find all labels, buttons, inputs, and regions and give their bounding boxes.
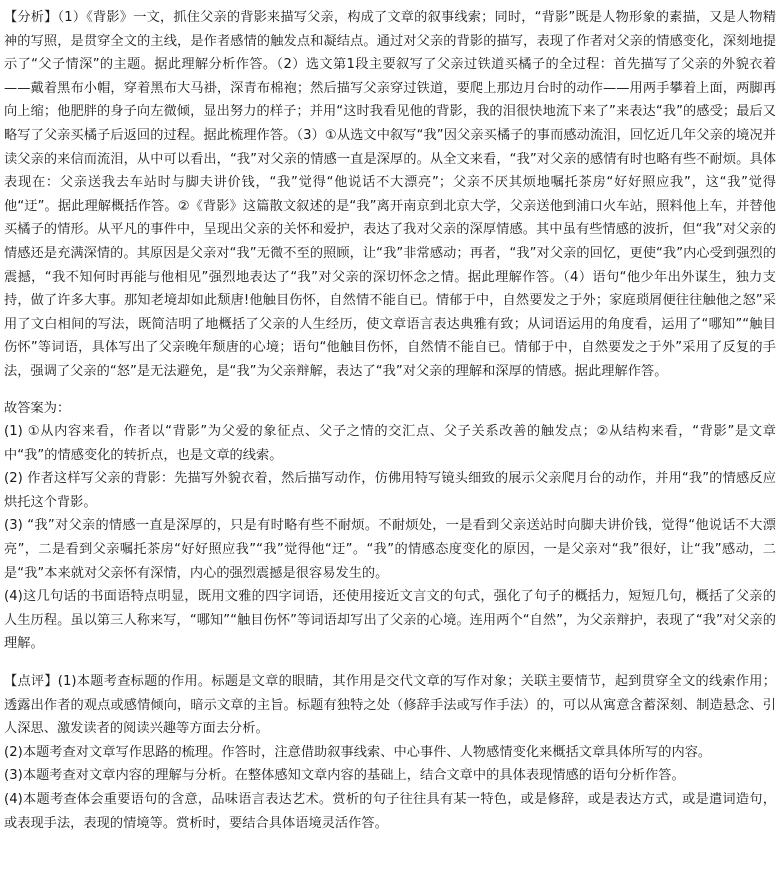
comment-item-1: 【点评】(1)本题考查标题的作用。标题是文章的眼睛，其作用是交代文章的写作对象；关联主要情节，起到贯穿全文的线索作用；透露出作者的观点或感情倾向，暗示文章的主旨。标题有独特之处（修辞手法或写作手法）的，可以从寓意含蓄深刻、制造悬念、引人深思、激发读者的阅读兴趣等方面去分析。 [4,674,776,737]
answer-item-1: (1) ①从内容来看，作者以“背影”为父爱的象征点、父子之情的交汇点、父子关系改善的触发点；②从结构来看，“背影”是文章中“我”的情感变化的转折点，也是文章的线索。 [4,424,776,463]
comment-item-4: (4)本题考查体会重要语句的含意，品味语言表达艺术。赏析的句子往往具有某一特色，或是修辞，或是表达方式，或是遣词造句，或表现手法，表现的情境等。赏析时，要结合具体语境灵活作答。 [4,792,776,831]
comment-item-2: (2)本题考查对文章写作思路的梳理。作答时，注意借助叙事线索、中心事件、人物感情变化来概括文章具体所写的内容。 [4,744,712,760]
comment-item-3: (3)本题考查对文章内容的理解与分析。在整体感知文章内容的基础上，结合文章中的具体表现情感的语句分析作答。 [4,768,685,784]
answer-item-2: (2) 作者这样写父亲的背影：先描写外貌衣着，然后描写动作，仿佛用特写镜头细致的展示父亲爬月台的动作，并用“我”的情感反应烘托这个背影。 [4,471,776,510]
answer-item-4: (4)这几句话的书面语特点明显，既用文雅的四字词语，还使用接近文言文的句式，强化了句子的概括力，短短几句，概括了父亲的人生历程。虽以第三人称来写，“哪知”“触目伤怀”等词语却写出了父亲的心境。连用两个“自然”，为父亲辩护，表现了“我”对父亲的理解。 [4,589,776,652]
answer-heading: 故答案为： [4,400,71,416]
analysis-paragraph: 【分析】（1）《背影》一文，抓住父亲的背影来描写父亲，构成了文章的叙事线索；同时，“背影”既是人物形象的素描，又是人物精神的写照，是贯穿全文的主线，是作者感情的触发点和凝结点。通过对父亲的背影的描写，表现了作者对父亲的情感变化，深刻地提示了“父子情深”的主题。据此理解分析作答。（2）选文第1段主要叙写了父亲过铁道买橘子的全过程：首先描写了父亲的外貌衣着——戴着黑布小帽，穿着黑布大马褂，深青布棉袍；然后描写父亲穿过铁道，要爬上那边月台时的动作——用两手攀着上面，两脚再向上缩；他肥胖的身子向左微倾，显出努力的样子；并用“这时我看见他的背影，我的泪很快地流下来了”来表达“我”的感受；最后又略写了父亲买橘子后返回的过程。据此梳理作答。（3）①从选文中叙写“我”因父亲买橘子的事而感动流泪，回忆近几年父亲的境况并读父亲的来信而流泪，从中可以看出，“我”对父亲的情感一直是深厚的。从全文来看，“我”对父亲的感情有时也略有些不耐烦。具体表现在：父亲送我去车站时与脚夫讲价钱，“我”觉得“他说话不大漂亮”；父亲不厌其烦地嘱托茶房“好好照应我”，这“我”觉得他“迂”。据此理解概括作答。②《背影》这篇散文叙述的是“我”离开南京到北京大学，父亲送他到浦口火车站，照料他上车，并替他买橘子的情形。从平凡的事件中，呈现出父亲的关怀和爱护，表达了我对父亲的深厚情感。其中虽有些情感的波折，但“我”对父亲的情感还是充满深情的。其原因是父亲对“我”无微不至的照顾，让“我”非常感动；再者，“我”对父亲的回忆，更使“我”内心受到强烈的震撼，“我不知何时再能与他相见”强烈地表达了“我”对父亲的深切怀念之情。据此理解作答。（4）语句“他少年出外谋生，独力支持，做了许多大事。那知老境却如此颓唐!他触目伤怀，自然情不能自已。情郁于中，自然要发之于外；家庭琐屑便往往触他之怒”采用了文白相间的写法，既简洁明了地概括了父亲的人生经历，使文章语言表达典雅有致；从词语运用的角度看，运用了“哪知”“触目伤怀”等词语，具体写出了父亲晚年颓唐的心境；语句“他触目伤怀，自然情不能自已。情郁于中，自然要发之于外”采用了反复的手法，强调了父亲的“怒”是无法避免，是“我”为父亲辩解，表达了“我”对父亲的理解和深厚的情感。据此理解作答。 [4,10,776,379]
answer-item-3: (3) “我”对父亲的情感一直是深厚的，只是有时略有些不耐烦。不耐烦处，一是看到父亲送站时向脚夫讲价钱，觉得“他说话不大漂亮”，二是看到父亲嘱托茶房“好好照应我”“我”觉得他“迂”。“我”的情感态度变化的原因，一是父亲对“我”很好，让“我”感动，二是“我”本来就对父亲怀有深情，内心的强烈震撼是很容易发生的。 [4,518,776,581]
